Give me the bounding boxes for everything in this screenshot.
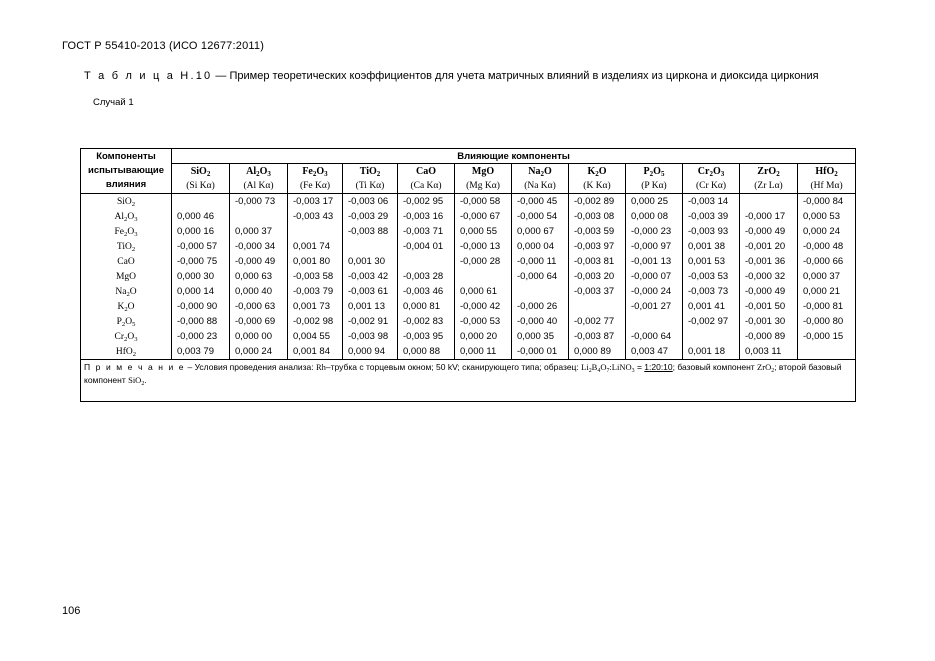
column-header-line: (P Kα) xyxy=(626,179,683,194)
table-cell: -0,003 17 xyxy=(288,194,343,210)
table-caption-prefix: Т а б л и ц а Н.10 xyxy=(84,70,213,82)
table-cell: -0,003 95 xyxy=(398,329,455,344)
note-text: – Условия проведения анализа: xyxy=(185,362,316,372)
table-cell: -0,000 66 xyxy=(798,254,856,269)
table-cell: -0,000 26 xyxy=(512,299,569,314)
row-label xyxy=(81,314,172,329)
table-cell: -0,003 43 xyxy=(288,209,343,224)
formula-text: P xyxy=(643,165,650,177)
table-cell: -0,003 42 xyxy=(343,269,398,284)
table-cell: 0,000 24 xyxy=(230,344,288,360)
table-cell: -0,000 49 xyxy=(740,284,798,299)
note-subscript: 7 xyxy=(606,368,610,374)
column-header-line: (Na Kα) xyxy=(512,179,569,194)
page-number: 106 xyxy=(62,605,81,617)
table-cell: 0,000 61 xyxy=(455,284,512,299)
table-cell: 0,000 16 xyxy=(177,226,214,237)
table-cell: -0,003 98 xyxy=(343,329,398,344)
table-cell: -0,003 59 xyxy=(569,224,626,239)
table-cell: 0,000 20 xyxy=(455,329,512,344)
formula-text: TiO xyxy=(116,241,132,252)
column-header-line: (Hf Mα) xyxy=(798,179,856,194)
table-cell: 0,004 55 xyxy=(288,329,343,344)
table-cell: -0,003 37 xyxy=(569,284,626,299)
table-cell: -0,000 64 xyxy=(512,269,569,284)
table-cell: -0,003 46 xyxy=(398,284,455,299)
formula-text: Fe xyxy=(302,165,313,177)
formula-subscript: 2 xyxy=(312,169,317,178)
table-cell: -0,000 89 xyxy=(740,329,798,344)
formula-text: HfO xyxy=(815,165,835,177)
formula-subscript: 2 xyxy=(709,169,713,178)
note-subscript: 3 xyxy=(631,368,635,374)
table-cell: -0,000 69 xyxy=(230,314,288,329)
formula-subscript: 2 xyxy=(776,169,780,178)
row-label xyxy=(81,224,172,239)
formula-text: O xyxy=(127,301,135,312)
table-row xyxy=(81,239,856,254)
table-cell: -0,000 01 xyxy=(512,344,569,360)
formula-text: ZrO xyxy=(757,165,777,177)
note-text: Li xyxy=(581,362,589,372)
note-text: B xyxy=(591,362,598,372)
column-header-line: (K Kα) xyxy=(569,179,626,194)
table-cell xyxy=(512,284,569,299)
table-cell: -0,001 36 xyxy=(740,254,798,269)
note-subscript: 2 xyxy=(141,381,145,387)
note-subscript: 2 xyxy=(771,368,775,374)
table-row xyxy=(81,314,856,329)
table-cell: -0,003 61 xyxy=(343,284,398,299)
table-cell: -0,000 07 xyxy=(626,269,683,284)
column-header-line: (Si Kα) xyxy=(172,179,230,194)
table-cell: -0,000 13 xyxy=(455,239,512,254)
table-cell: -0,000 32 xyxy=(740,269,798,284)
table-cell: -0,000 45 xyxy=(512,194,569,210)
table-row xyxy=(81,209,856,224)
note-subscript: 4 xyxy=(597,368,601,374)
corner-header-line: влияния xyxy=(105,179,147,190)
table-cell: -0,000 49 xyxy=(230,254,288,269)
formula-text: Na xyxy=(115,286,127,297)
formula-subscript: 2 xyxy=(131,200,136,208)
formula-text: CaO xyxy=(117,256,135,267)
table-cell: -0,000 53 xyxy=(455,314,512,329)
table-cell: -0,001 20 xyxy=(740,239,798,254)
formula-text: HfO xyxy=(115,346,133,357)
table-cell xyxy=(343,239,398,254)
table-cell: 0,003 47 xyxy=(626,344,683,360)
table-cell: -0,002 97 xyxy=(683,314,740,329)
table-cell: -0,000 81 xyxy=(798,299,856,314)
formula-text: O xyxy=(598,165,607,177)
table-cell: 0,000 88 xyxy=(398,344,455,360)
table-cell: 0,000 63 xyxy=(230,269,288,284)
table-cell: -0,000 75 xyxy=(177,256,218,267)
formula-text: P xyxy=(116,316,122,327)
table-cell: 0,000 25 xyxy=(626,194,683,210)
table-cell: 0,000 21 xyxy=(798,284,856,299)
table-cell: -0,000 24 xyxy=(626,284,683,299)
row-label xyxy=(81,344,172,360)
formula-subscript: 2 xyxy=(834,169,838,178)
formula-subscript: 2 xyxy=(649,169,654,178)
corner-header xyxy=(81,149,172,194)
formula-subscript: 3 xyxy=(134,335,138,343)
table-cell: -0,003 87 xyxy=(569,329,626,344)
corner-header-line: испытывающие xyxy=(88,165,164,176)
row-label xyxy=(81,254,172,269)
table-cell: -0,002 98 xyxy=(288,314,343,329)
table-cell: -0,003 53 xyxy=(683,269,740,284)
column-header-formula xyxy=(288,164,343,179)
table-cell: 0,000 37 xyxy=(230,224,288,239)
table-cell: 0,000 40 xyxy=(230,284,288,299)
table-cell: -0,002 89 xyxy=(569,194,626,210)
table-cell: 0,000 35 xyxy=(512,329,569,344)
formula-text: O xyxy=(653,165,661,177)
table-cell: 0,001 30 xyxy=(343,254,398,269)
formula-text: SiO xyxy=(190,165,207,177)
table-cell: -0,001 13 xyxy=(626,254,683,269)
table-cell: -0,000 63 xyxy=(230,299,288,314)
formula-subscript: 2 xyxy=(595,169,599,178)
table-cell: 0,000 08 xyxy=(626,209,683,224)
table-cell xyxy=(288,224,343,239)
formula-subscript: 2 xyxy=(206,169,211,178)
formula-subscript: 5 xyxy=(660,169,665,178)
table-cell: -0,003 16 xyxy=(398,209,455,224)
table-cell: 0,003 11 xyxy=(740,344,798,360)
note-text: = xyxy=(634,362,645,372)
case-label: Случай 1 xyxy=(93,97,134,108)
group-header: Влияющие компоненты xyxy=(172,149,856,164)
table-cell: -0,003 88 xyxy=(343,224,398,239)
row-label xyxy=(81,299,172,314)
table-cell: -0,002 83 xyxy=(398,314,455,329)
coefficients-table xyxy=(80,148,856,402)
formula-text: Cr xyxy=(114,331,124,342)
table-cell xyxy=(172,194,230,210)
table-cell: 0,000 81 xyxy=(398,299,455,314)
column-header-formula xyxy=(512,164,569,179)
note-text: Rh xyxy=(316,362,326,372)
note-text: . xyxy=(144,375,147,385)
table-cell: 0,000 14 xyxy=(177,286,214,297)
table-cell xyxy=(569,299,626,314)
table-row xyxy=(81,284,856,299)
table-cell: -0,004 01 xyxy=(398,239,455,254)
formula-text: MgO xyxy=(115,271,137,282)
table-cell: 0,000 89 xyxy=(569,344,626,360)
table-cell: -0,000 54 xyxy=(512,209,569,224)
table-cell: -0,002 77 xyxy=(569,314,626,329)
column-header-formula xyxy=(343,164,398,179)
formula-subscript: 3 xyxy=(134,230,138,238)
table-cell: -0,003 97 xyxy=(569,239,626,254)
table-cell: 0,001 84 xyxy=(288,344,343,360)
table-cell: -0,000 40 xyxy=(512,314,569,329)
table-cell: 0,001 53 xyxy=(683,254,740,269)
table-cell: -0,001 50 xyxy=(740,299,798,314)
column-header-line: (Fe Kα) xyxy=(288,179,343,194)
table-row xyxy=(81,299,856,314)
formula-subscript: 3 xyxy=(134,215,138,223)
table-row xyxy=(81,269,856,284)
formula-text: O xyxy=(543,165,552,177)
formula-subscript: 3 xyxy=(324,169,328,178)
table-cell: -0,000 57 xyxy=(177,241,218,252)
table-cell: -0,003 06 xyxy=(343,194,398,210)
table-cell: -0,000 90 xyxy=(177,301,218,312)
table-row xyxy=(81,344,856,360)
note-subscript: 2 xyxy=(588,368,592,374)
column-header-line: (Ti Kα) xyxy=(343,179,398,194)
table-cell: -0,000 64 xyxy=(626,329,683,344)
row-label xyxy=(81,329,172,344)
formula-subscript: 2 xyxy=(540,169,544,178)
table-cell: 0,001 18 xyxy=(683,344,740,360)
table-cell: -0,000 97 xyxy=(626,239,683,254)
table-cell: -0,000 80 xyxy=(798,314,856,329)
table-cell: -0,002 91 xyxy=(343,314,398,329)
table-cell xyxy=(740,194,798,210)
note-text: ; базовый компонент xyxy=(672,362,758,372)
row-label xyxy=(81,269,172,284)
table-cell: -0,003 14 xyxy=(683,194,740,210)
formula-text: O xyxy=(127,226,135,237)
formula-text: Fe xyxy=(114,226,124,237)
column-header-line: (Al Kα) xyxy=(230,179,288,194)
formula-text: K xyxy=(587,165,596,177)
table-cell: -0,003 93 xyxy=(683,224,740,239)
formula-subscript: 2 xyxy=(126,290,130,298)
table-cell: -0,000 73 xyxy=(230,194,288,210)
corner-header-line: Компоненты xyxy=(96,151,156,162)
table-row xyxy=(81,254,856,269)
column-header-line: (Ca Kα) xyxy=(398,179,455,194)
table-cell: -0,003 08 xyxy=(569,209,626,224)
row-label xyxy=(81,194,172,210)
formula-text: O xyxy=(316,165,325,177)
table-cell: -0,003 81 xyxy=(569,254,626,269)
note-text: ; второй базовый компонент xyxy=(84,362,842,385)
table-cell: 0,000 53 xyxy=(798,209,856,224)
table-row xyxy=(81,329,856,344)
note-text: –трубка с торцевым окном; 50 kV; сканирующего типа; образец: xyxy=(325,362,582,372)
formula-text: O xyxy=(127,331,135,342)
formula-subscript: 2 xyxy=(376,169,381,178)
table-cell: 0,003 79 xyxy=(177,346,214,357)
note-text: ZrO xyxy=(757,362,772,372)
table-cell: -0,000 49 xyxy=(740,224,798,239)
table-cell: -0,000 34 xyxy=(230,239,288,254)
formula-text: O xyxy=(125,316,133,327)
table-cell: 0,000 11 xyxy=(455,344,512,360)
formula-text: MgO xyxy=(471,165,495,177)
column-header-formula xyxy=(798,164,856,179)
table-cell: 0,001 74 xyxy=(288,239,343,254)
table-cell: -0,000 58 xyxy=(455,194,512,210)
row-label xyxy=(81,209,172,224)
formula-text: Al xyxy=(246,165,257,177)
table-caption-text: — Пример теоретических коэффициентов для учета матричных влияний в изделиях из циркона и диоксида циркония xyxy=(212,70,819,82)
table-cell xyxy=(683,329,740,344)
table-cell: -0,000 28 xyxy=(455,254,512,269)
table-cell: 0,000 00 xyxy=(230,329,288,344)
note-text: SiO xyxy=(128,375,142,385)
table-cell: -0,002 95 xyxy=(398,194,455,210)
table-cell: 0,000 37 xyxy=(798,269,856,284)
formula-subscript: 2 xyxy=(256,169,260,178)
note-label: П р и м е ч а н и е xyxy=(84,362,186,372)
formula-text: O xyxy=(129,286,137,297)
column-header-formula xyxy=(172,164,230,179)
formula-subscript: 2 xyxy=(124,305,128,313)
table-cell: -0,000 17 xyxy=(740,209,798,224)
formula-subscript: 3 xyxy=(267,169,271,178)
column-header-line: (Zr Lα) xyxy=(740,179,798,194)
formula-text: CaO xyxy=(416,165,436,177)
column-header-formula xyxy=(740,164,798,179)
table-row xyxy=(81,194,856,210)
table-cell xyxy=(798,344,856,360)
table-cell xyxy=(455,269,512,284)
table-cell: 0,000 67 xyxy=(512,224,569,239)
formula-subscript: 5 xyxy=(132,320,136,328)
table-cell: -0,003 29 xyxy=(343,209,398,224)
row-label xyxy=(81,239,172,254)
row-label xyxy=(81,284,172,299)
table-cell: -0,000 11 xyxy=(512,254,569,269)
column-header-formula xyxy=(398,164,455,179)
table-cell: 0,001 73 xyxy=(288,299,343,314)
note-text: 1:20:10 xyxy=(644,362,673,372)
table-cell: 0,000 46 xyxy=(177,211,214,222)
table-cell: 0,001 13 xyxy=(343,299,398,314)
table-cell: -0,000 48 xyxy=(798,239,856,254)
table-note xyxy=(81,360,856,402)
formula-subscript: 2 xyxy=(131,245,136,253)
note-text: O xyxy=(600,362,607,372)
table-cell: 0,000 55 xyxy=(455,224,512,239)
table-cell: 0,000 94 xyxy=(343,344,398,360)
formula-subscript: 2 xyxy=(123,335,128,343)
document-header: ГОСТ Р 55410-2013 (ИСО 12677:2011) xyxy=(62,40,265,52)
column-header-line: (Mg Kα) xyxy=(455,179,512,194)
formula-text: Na xyxy=(528,165,541,177)
table-cell xyxy=(230,209,288,224)
column-header-formula xyxy=(455,164,512,179)
table-cell: -0,003 39 xyxy=(683,209,740,224)
table-cell: -0,000 42 xyxy=(455,299,512,314)
formula-text: O xyxy=(259,165,268,177)
table-row xyxy=(81,224,856,239)
column-header-formula xyxy=(626,164,683,179)
table-cell xyxy=(626,314,683,329)
table-cell: 0,000 30 xyxy=(177,271,214,282)
table-cell: -0,001 27 xyxy=(626,299,683,314)
table-cell: -0,003 58 xyxy=(288,269,343,284)
table-cell: -0,000 23 xyxy=(177,331,218,342)
formula-text: SiO xyxy=(116,196,132,207)
table-cell: -0,000 15 xyxy=(798,329,856,344)
formula-text: K xyxy=(117,301,125,312)
formula-text: O xyxy=(712,165,721,177)
table-cell: 0,001 38 xyxy=(683,239,740,254)
note-text: :LiNO xyxy=(609,362,632,372)
table-cell: -0,000 84 xyxy=(798,194,856,210)
table-cell: -0,000 67 xyxy=(455,209,512,224)
formula-subscript: 2 xyxy=(132,350,137,358)
formula-subscript: 2 xyxy=(123,215,128,223)
table-cell: -0,000 23 xyxy=(626,224,683,239)
formula-subscript: 2 xyxy=(121,320,126,328)
table-cell: 0,001 41 xyxy=(683,299,740,314)
table-cell: 0,000 04 xyxy=(512,239,569,254)
table-cell: -0,001 30 xyxy=(740,314,798,329)
table-cell: 0,000 24 xyxy=(798,224,856,239)
table-cell: -0,000 88 xyxy=(177,316,218,327)
table-cell: 0,001 80 xyxy=(288,254,343,269)
formula-text: Cr xyxy=(697,165,710,177)
table-cell xyxy=(398,254,455,269)
formula-text: O xyxy=(127,211,135,222)
formula-subscript: 2 xyxy=(123,230,128,238)
table-cell: -0,003 20 xyxy=(569,269,626,284)
formula-subscript: 3 xyxy=(720,169,725,178)
table-caption xyxy=(84,70,819,82)
formula-text: Al xyxy=(114,211,124,222)
table-cell: -0,003 28 xyxy=(398,269,455,284)
table-cell: -0,003 71 xyxy=(398,224,455,239)
column-header-formula xyxy=(683,164,740,179)
table-cell: -0,003 73 xyxy=(683,284,740,299)
column-header-formula xyxy=(230,164,288,179)
formula-text: TiO xyxy=(359,165,377,177)
table-cell: -0,003 79 xyxy=(288,284,343,299)
column-header-formula xyxy=(569,164,626,179)
column-header-line: (Cr Kα) xyxy=(683,179,740,194)
